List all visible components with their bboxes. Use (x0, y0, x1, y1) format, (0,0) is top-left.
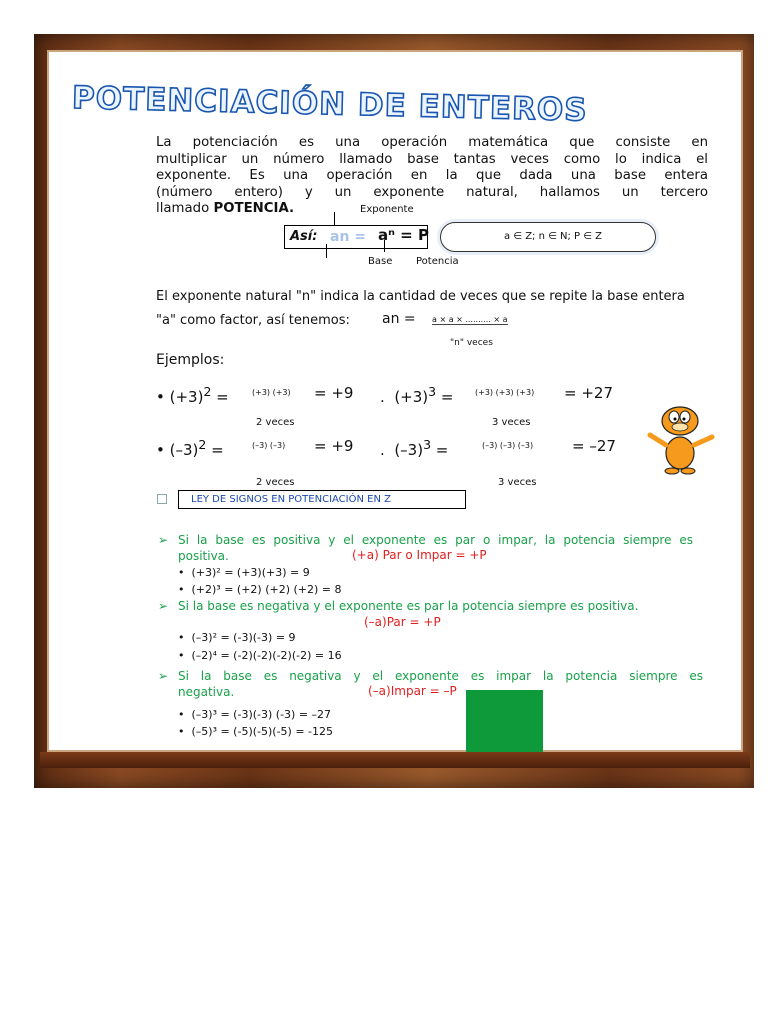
rule-example-text: (–3)³ = (-3)(-3) (-3) = –27 (191, 708, 332, 721)
exponente-label: Exponente (360, 204, 414, 215)
main-formula: aⁿ = P (378, 226, 429, 244)
intro-line: multiplicar un número llamado base tantas veces como lo indica el (156, 151, 708, 167)
example-result: = +27 (564, 384, 613, 402)
asi-label: Así: (290, 229, 318, 244)
exponente-arrow (334, 212, 335, 226)
example-exponent: 3 (428, 384, 437, 399)
potencia-bold: POTENCIA. (213, 201, 295, 216)
potencia-label: Potencia (416, 256, 459, 267)
arrow-bullet-icon: ➢ (158, 669, 169, 683)
intro-line: (número entero) y un exponente natural, hallamos un tercero (156, 184, 708, 200)
rule-formula: (–a)Par = +P (364, 615, 441, 629)
rule-example: • (–5)³ = (-5)(-5)(-5) = -125 (178, 725, 334, 738)
intro-last-line (156, 201, 708, 218)
rule-example-text: (–5)³ = (-5)(-5)(-5) = -125 (191, 725, 334, 738)
example-factors: (+3) (+3) (+3) (475, 388, 535, 397)
example-row-2: . $(+3)^3$ = (380, 384, 454, 406)
green-eraser (466, 690, 543, 752)
example-result: = +9 (314, 384, 354, 402)
rule-example-text: (+2)³ = (+2) (+2) (+2) = 8 (191, 583, 342, 596)
example-base: (+3) (169, 388, 204, 406)
rule-text: Si la base es negativa y el exponente es impar la potencia siempre es (178, 669, 703, 683)
example-row: • $(+3)^2$ = (156, 384, 229, 406)
rule-text: positiva. (178, 549, 229, 563)
rule-example: • (–3)² = (-3)(-3) = 9 (178, 631, 296, 644)
example-factors: (+3) (+3) (252, 388, 291, 397)
chalk-tray (40, 752, 750, 768)
potencia-arrow (384, 240, 385, 252)
n-veces-label: "n" veces (450, 338, 493, 348)
example-base: (+3) (394, 388, 429, 406)
page-title: POTENCIACIÓN DE ENTEROS (71, 80, 588, 129)
product-expression: a × a × .......... × a (432, 315, 508, 324)
example-exponent: 3 (423, 437, 432, 452)
cloud-text: a ∈ Z; n ∈ N; P ∈ Z (504, 231, 602, 242)
rule-text: negativa. (178, 685, 235, 699)
rule-example: • (+3)² = (+3)(+3) = 9 (178, 566, 310, 579)
example-result: = +9 (314, 437, 354, 455)
checkbox-icon (157, 494, 167, 504)
intro-paragraph (156, 135, 708, 218)
explain-line-1: El exponente natural "n" indica la cantidad de veces que se repite la base entera (156, 289, 685, 304)
rule-example: • (+2)³ = (+2) (+2) (+2) = 8 (178, 583, 342, 596)
veces-label: 3 veces (498, 477, 537, 488)
ghost-formula: an = (330, 229, 367, 245)
rule-example-text: (–2)⁴ = (-2)(-2)(-2)(-2) = 16 (191, 649, 342, 662)
example-row-2: . $(-3)^3$ = (380, 437, 449, 459)
rule-text: Si la base es positiva y el exponente es par o impar, la potencia siempre es (178, 533, 693, 547)
an-expression: an = (382, 311, 416, 327)
example-factors: (–3) (–3) (–3) (482, 441, 534, 450)
rule-formula: (–a)Impar = –P (368, 684, 457, 698)
example-base: (–3) (394, 441, 424, 459)
veces-label: 3 veces (492, 417, 531, 428)
explain-line-2: "a" como factor, así tenemos: (156, 313, 350, 328)
rule-text: Si la base es negativa y el exponente es par la potencia siempre es positiva. (178, 599, 639, 613)
rule-example-text: (+3)² = (+3)(+3) = 9 (191, 566, 310, 579)
example-exponent: 2 (203, 384, 212, 399)
rule-formula: (+a) Par o Impar = +P (352, 548, 487, 562)
example-row: • $(-3)^2$ = (156, 437, 224, 459)
example-base: (–3) (169, 441, 199, 459)
garfield-cartoon (640, 395, 720, 475)
rule-example: • (–3)³ = (-3)(-3) (-3) = –27 (178, 708, 332, 721)
example-factors: (–3) (–3) (252, 441, 286, 450)
intro-prefix: llamado (156, 201, 210, 216)
arrow-bullet-icon: ➢ (158, 533, 169, 547)
ley-de-signos-box: LEY DE SIGNOS EN POTENCIACIÓN EN Z (178, 490, 466, 509)
example-exponent: 2 (198, 437, 207, 452)
rule-example: • (–2)⁴ = (-2)(-2)(-2)(-2) = 16 (178, 649, 342, 662)
intro-line: exponente. Es una operación en la que dada una base entera (156, 168, 708, 183)
intro-line: La potenciación es una operación matemática que consiste en (156, 135, 708, 150)
veces-label: 2 veces (256, 417, 295, 428)
veces-label: 2 veces (256, 477, 295, 488)
ejemplos-label: Ejemplos: (156, 352, 225, 368)
rule-example-text: (–3)² = (-3)(-3) = 9 (191, 631, 296, 644)
example-result: = –27 (572, 437, 616, 455)
base-arrow (326, 244, 327, 258)
base-label: Base (368, 256, 393, 267)
arrow-bullet-icon: ➢ (158, 599, 169, 613)
